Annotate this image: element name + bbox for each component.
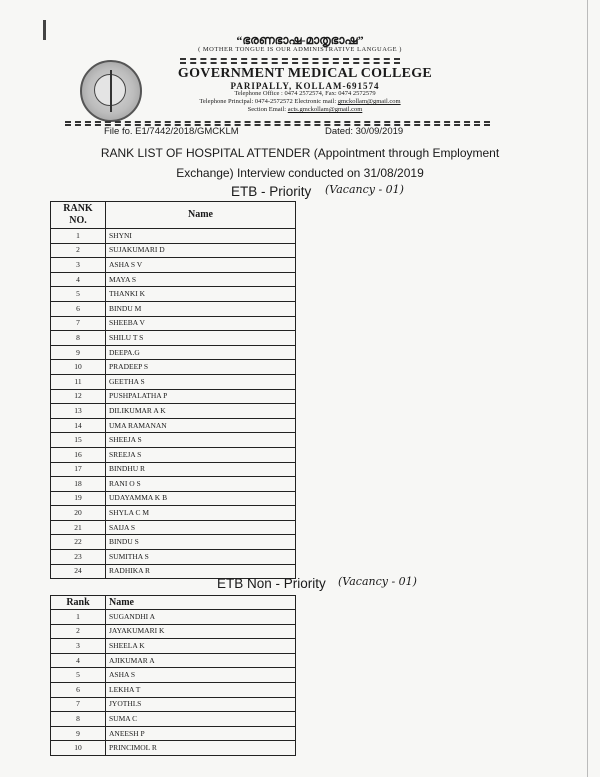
name-cell: ASHA S V <box>106 258 296 273</box>
rank-cell: 9 <box>51 345 106 360</box>
rank-cell: 5 <box>51 668 106 683</box>
date: Dated: 30/09/2019 <box>325 126 404 137</box>
name-cell: DEEPA.G <box>106 345 296 360</box>
name-cell: PUSHPALATHA P <box>106 389 296 404</box>
rank-cell: 10 <box>51 360 106 375</box>
non-priority-heading: ETB Non - Priority <box>217 576 326 591</box>
page-title-line1: RANK LIST OF HOSPITAL ATTENDER (Appointment through Employment <box>100 146 500 160</box>
table-row <box>51 610 296 625</box>
rank-cell: 6 <box>51 682 106 697</box>
principal-email-link[interactable]: gmckollam@gmail.com <box>337 98 401 105</box>
table-row <box>51 624 296 639</box>
table-row <box>51 316 296 331</box>
table-row <box>51 229 296 244</box>
table-row <box>51 404 296 419</box>
priority-rank-table <box>50 201 296 579</box>
name-cell: SHILU T S <box>106 331 296 346</box>
rank-cell: 4 <box>51 272 106 287</box>
name-cell: SREEJA S <box>106 447 296 462</box>
table-row <box>51 301 296 316</box>
rank-cell: 2 <box>51 624 106 639</box>
section-email-link[interactable]: acts.gmckollam@gmail.com <box>287 106 363 113</box>
table-row <box>51 491 296 506</box>
rank-cell: 7 <box>51 316 106 331</box>
divider <box>180 62 400 64</box>
name-cell: JYOTHI.S <box>106 697 296 712</box>
principal-contact <box>110 98 490 105</box>
table-row <box>51 682 296 697</box>
rank-cell: 11 <box>51 374 106 389</box>
table-row <box>51 535 296 550</box>
rank-cell: 14 <box>51 418 106 433</box>
name-cell: BINDHU R <box>106 462 296 477</box>
rank-cell: 23 <box>51 550 106 565</box>
rank-cell: 20 <box>51 506 106 521</box>
rank-cell: 3 <box>51 639 106 654</box>
table-row <box>51 345 296 360</box>
name-cell: SHEEJA S <box>106 433 296 448</box>
college-emblem-logo <box>80 60 142 122</box>
name-cell: SHYNI <box>106 229 296 244</box>
name-cell: ANEESH P <box>106 726 296 741</box>
table-row <box>51 433 296 448</box>
section-contact <box>150 106 460 113</box>
table-row <box>51 639 296 654</box>
rank-cell: 9 <box>51 726 106 741</box>
rank-cell: 22 <box>51 535 106 550</box>
priority-vacancy-note: (Vacancy - 01) <box>325 183 404 196</box>
page-edge <box>587 0 588 777</box>
office-contact: Telephone Office : 0474 2572574, Fax: 0474 2572579 <box>234 90 376 97</box>
rank-cell: 7 <box>51 697 106 712</box>
name-cell: SAIJA S <box>106 520 296 535</box>
priority-heading: ETB - Priority <box>231 184 312 199</box>
table-row <box>51 418 296 433</box>
name-cell: RANI O S <box>106 477 296 492</box>
rank-cell: 6 <box>51 301 106 316</box>
table-row <box>51 477 296 492</box>
rank-cell: 24 <box>51 564 106 579</box>
rank-cell: 16 <box>51 447 106 462</box>
motto: “ഭരണഭാഷ-മാതൃഭാഷ” <box>236 33 364 47</box>
name-cell: SUGANDHI A <box>106 610 296 625</box>
table-row <box>51 726 296 741</box>
table-row <box>51 243 296 258</box>
rank-cell: 13 <box>51 404 106 419</box>
name-cell: SUJAKUMARI D <box>106 243 296 258</box>
name-cell: GEETHA S <box>106 374 296 389</box>
table-row <box>51 360 296 375</box>
file-number: File fo. E1/7442/2018/GMCKLM <box>104 126 239 137</box>
name-cell: RADHIKA R <box>106 564 296 579</box>
name-cell: SHYLA C M <box>106 506 296 521</box>
name-cell: SUMITHA S <box>106 550 296 565</box>
table-row <box>51 506 296 521</box>
rank-cell: 8 <box>51 331 106 346</box>
principal-contact-label: Telephone Principal: 0474-2572572 Electronic mail: <box>199 98 338 105</box>
name-column-header: Name <box>106 596 296 610</box>
name-cell: SHEEBA V <box>106 316 296 331</box>
college-address: PARIPALLY, KOLLAM-691574 <box>230 81 380 91</box>
rank-cell: 18 <box>51 477 106 492</box>
name-cell: ASHA S <box>106 668 296 683</box>
section-contact-label: Section Email: <box>247 106 288 113</box>
table-row <box>51 374 296 389</box>
name-cell: AJIKUMAR A <box>106 653 296 668</box>
table-row <box>51 462 296 477</box>
divider <box>65 121 490 123</box>
name-cell: UMA RAMANAN <box>106 418 296 433</box>
rank-column-header: Rank <box>51 596 106 610</box>
name-cell: LEKHA T <box>106 682 296 697</box>
rank-cell: 1 <box>51 229 106 244</box>
table-row <box>51 653 296 668</box>
rank-cell: 2 <box>51 243 106 258</box>
non-priority-rank-table <box>50 595 296 756</box>
page-title-line2: Exchange) Interview conducted on 31/08/2019 <box>176 166 424 180</box>
pen-mark <box>43 20 46 40</box>
name-cell: JAYAKUMARI K <box>106 624 296 639</box>
name-cell: BINDU S <box>106 535 296 550</box>
motto-subtitle: ( MOTHER TONGUE IS OUR ADMINISTRATIVE LANGUAGE ) <box>198 46 402 53</box>
rank-cell: 8 <box>51 712 106 727</box>
divider <box>180 58 400 60</box>
table-row <box>51 272 296 287</box>
rank-cell: 15 <box>51 433 106 448</box>
name-cell: SHEELA K <box>106 639 296 654</box>
table-row <box>51 287 296 302</box>
name-cell: PRADEEP S <box>106 360 296 375</box>
table-row <box>51 668 296 683</box>
table-row <box>51 697 296 712</box>
table-row <box>51 389 296 404</box>
name-cell: DILIKUMAR A K <box>106 404 296 419</box>
non-priority-vacancy-note: (Vacancy - 01) <box>338 575 417 588</box>
rank-cell: 12 <box>51 389 106 404</box>
rank-cell: 3 <box>51 258 106 273</box>
rank-cell: 5 <box>51 287 106 302</box>
rank-cell: 1 <box>51 610 106 625</box>
table-row <box>51 520 296 535</box>
name-cell: PRINCIMOL R <box>106 741 296 756</box>
rank-cell: 17 <box>51 462 106 477</box>
rank-cell: 10 <box>51 741 106 756</box>
rank-cell: 19 <box>51 491 106 506</box>
name-cell: UDAYAMMA K B <box>106 491 296 506</box>
rank-cell: 21 <box>51 520 106 535</box>
name-cell: MAYA S <box>106 272 296 287</box>
table-row <box>51 712 296 727</box>
name-cell: BINDU M <box>106 301 296 316</box>
table-row <box>51 550 296 565</box>
table-row <box>51 258 296 273</box>
name-column-header: Name <box>106 202 296 229</box>
rank-cell: 4 <box>51 653 106 668</box>
table-row <box>51 741 296 756</box>
college-name: GOVERNMENT MEDICAL COLLEGE <box>177 66 433 81</box>
table-row <box>51 447 296 462</box>
name-cell: SUMA C <box>106 712 296 727</box>
rank-column-header: RANK NO. <box>51 202 106 229</box>
name-cell: THANKI K <box>106 287 296 302</box>
table-row <box>51 331 296 346</box>
